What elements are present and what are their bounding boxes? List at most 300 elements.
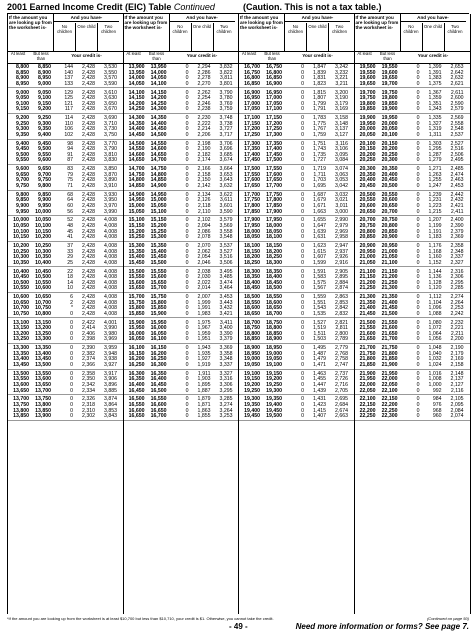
two-children-cell: 3,864 xyxy=(104,401,117,408)
less-than-cell: 19,050 xyxy=(266,356,282,363)
no-children-cell: 0 xyxy=(301,183,304,190)
less-than-cell: 16,650 xyxy=(150,407,167,414)
no-children-cell: 0 xyxy=(185,401,189,408)
at-least-cell: 9,200 xyxy=(16,115,29,122)
one-child-cell: 1,711 xyxy=(313,171,326,178)
one-child-cell: 2,428 xyxy=(82,197,95,204)
at-least-cell: 16,350 xyxy=(128,376,145,383)
less-than-cell: 17,800 xyxy=(266,197,282,204)
at-least-cell: 17,750 xyxy=(244,197,260,204)
less-than-cell: 13,450 xyxy=(35,356,51,363)
two-children-cell: 3,610 xyxy=(104,89,117,96)
no-children-cell: 0 xyxy=(185,345,189,352)
one-child-cell: 1,000 xyxy=(428,381,442,388)
no-children-cell: 0 xyxy=(185,248,189,255)
at-least-cell: 19,750 xyxy=(359,95,376,102)
at-least-cell: 14,750 xyxy=(128,171,145,178)
less-than-cell: 15,200 xyxy=(150,222,167,229)
one-child-cell: 2,054 xyxy=(197,254,211,261)
no-children-cell: 0 xyxy=(185,89,189,96)
no-children-cell: 0 xyxy=(416,356,420,363)
row-group xyxy=(239,321,355,344)
one-child-cell: 2,390 xyxy=(82,345,95,352)
less-than-cell: 9,550 xyxy=(38,151,51,158)
less-than-cell: 16,900 xyxy=(266,80,282,87)
at-least-cell: 19,800 xyxy=(359,100,376,107)
less-than-cell: 16,200 xyxy=(150,350,167,357)
at-least-cell: 9,900 xyxy=(16,203,29,209)
two-children-cell: 3,053 xyxy=(335,177,348,184)
at-least-cell: 14,200 xyxy=(128,100,145,107)
table-row xyxy=(355,133,471,139)
at-least-cell: 9,650 xyxy=(16,171,29,178)
row-group xyxy=(8,116,124,139)
no-children-cell: 45 xyxy=(67,228,73,235)
table-row xyxy=(8,133,124,139)
no-children-cell: 0 xyxy=(416,171,420,178)
one-child-cell: 1,871 xyxy=(197,401,211,408)
no-children-cell: 0 xyxy=(70,387,73,394)
at-least-cell: 19,150 xyxy=(244,376,260,383)
no-children-cell: 0 xyxy=(70,361,73,368)
less-than-cell: 15,250 xyxy=(150,228,167,235)
two-children-cell: 2,285 xyxy=(450,285,464,292)
two-children-cell: 3,327 xyxy=(219,370,233,377)
row-group xyxy=(355,321,471,344)
at-least-cell: 17,200 xyxy=(244,126,260,133)
two-children-cell: 3,190 xyxy=(335,95,348,102)
no-children-cell: 0 xyxy=(301,370,304,377)
two-children-cell: 4,008 xyxy=(104,248,117,255)
one-child-cell: 2,166 xyxy=(197,166,211,173)
no-children-cell: 0 xyxy=(185,171,189,178)
less-than-cell: 21,550 xyxy=(381,319,398,326)
no-children-cell: 83 xyxy=(67,166,73,173)
two-children-cell: 2,947 xyxy=(335,242,348,249)
at-least-cell: 16,500 xyxy=(128,396,145,403)
no-children-cell: 0 xyxy=(416,396,420,403)
less-than-cell: 10,600 xyxy=(35,285,51,292)
less-than-cell: 20,200 xyxy=(381,146,398,153)
less-than-cell: 20,000 xyxy=(381,120,398,127)
no-children-cell: 114 xyxy=(64,115,73,122)
one-child-cell: 2,358 xyxy=(82,370,95,377)
no-children-cell: 0 xyxy=(185,146,189,153)
no-children-cell: 0 xyxy=(301,222,304,229)
less-than-cell: 13,300 xyxy=(35,336,51,343)
at-least-cell: 19,200 xyxy=(244,381,260,388)
less-than-cell: 20,800 xyxy=(381,222,398,229)
two-children-cell: 3,579 xyxy=(219,217,233,224)
row-group xyxy=(124,270,240,293)
at-least-cell: 14,250 xyxy=(128,106,145,113)
at-least-cell: 20,850 xyxy=(359,234,376,241)
less-than-cell: 16,400 xyxy=(150,376,167,383)
one-child-cell: 1,607 xyxy=(313,254,326,261)
no-children-cell: 0 xyxy=(185,75,189,82)
at-least-cell: 20,700 xyxy=(359,217,376,224)
two-children-cell: 2,200 xyxy=(450,336,464,343)
table-row xyxy=(239,312,355,318)
at-least-label: At least xyxy=(241,51,257,56)
less-than-cell: 20,650 xyxy=(381,203,398,209)
one-child-cell: 2,246 xyxy=(197,100,211,107)
at-least-cell: 21,550 xyxy=(359,325,376,332)
less-than-cell: 20,600 xyxy=(381,197,398,204)
no-children-cell: 0 xyxy=(416,80,420,87)
two-children-cell: 3,801 xyxy=(219,80,233,87)
at-least-cell: 13,600 xyxy=(13,381,29,388)
no-children-cell: 0 xyxy=(185,268,189,275)
lookup-header: If the amount you are looking up from the worksheet is- xyxy=(240,15,283,31)
one-child-cell: 1,231 xyxy=(428,197,442,204)
one-child-cell: 2,102 xyxy=(197,217,211,224)
one-child-cell: 1,919 xyxy=(197,361,211,368)
row-group xyxy=(355,65,471,88)
one-child-cell: 1,551 xyxy=(313,299,326,306)
no-children-cell: 121 xyxy=(64,100,73,107)
less-than-cell: 21,950 xyxy=(381,370,398,377)
at-least-cell: 16,700 xyxy=(244,64,260,70)
less-than-cell: 19,150 xyxy=(266,370,282,377)
less-than-cell: 16,950 xyxy=(266,89,282,96)
at-least-cell: 18,750 xyxy=(244,325,260,332)
at-least-cell: 13,700 xyxy=(13,396,29,403)
one-child-cell: 2,230 xyxy=(197,115,211,122)
one-child-header: One child xyxy=(423,24,443,29)
no-children-cell: 0 xyxy=(301,330,304,337)
sub-header xyxy=(239,51,355,64)
row-group xyxy=(124,167,240,190)
table-row xyxy=(355,363,471,369)
one-child-cell: 1,016 xyxy=(428,370,442,377)
at-least-cell: 21,450 xyxy=(359,310,376,317)
two-children-cell: 3,537 xyxy=(219,242,233,249)
one-child-cell: 1,575 xyxy=(313,279,326,286)
two-children-cell: 2,895 xyxy=(335,274,348,281)
less-than-cell: 19,650 xyxy=(381,75,398,82)
two-children-cell: 3,558 xyxy=(219,228,233,235)
less-than-cell: 13,650 xyxy=(35,381,51,388)
at-least-cell: 17,450 xyxy=(244,157,260,164)
two-children-cell: 3,853 xyxy=(104,407,117,414)
one-child-cell: 2,428 xyxy=(82,166,95,173)
at-least-cell: 22,150 xyxy=(359,401,376,408)
one-child-cell: 2,428 xyxy=(82,115,95,122)
two-children-cell: 3,200 xyxy=(335,89,348,96)
less-than-cell: 15,850 xyxy=(150,305,167,312)
one-child-cell: 1,631 xyxy=(313,234,326,241)
one-child-cell: 1,447 xyxy=(313,381,326,388)
two-children-cell: 2,369 xyxy=(450,234,464,241)
at-least-cell: 8,800 xyxy=(16,64,29,70)
one-child-cell: 2,428 xyxy=(82,279,95,286)
at-least-cell: 18,800 xyxy=(244,330,260,337)
at-least-cell: 9,500 xyxy=(16,151,29,158)
at-least-cell: 21,200 xyxy=(359,279,376,286)
column-header xyxy=(124,14,240,52)
table-block xyxy=(238,14,355,614)
two-children-cell: 2,358 xyxy=(450,242,464,249)
row-group xyxy=(8,295,124,318)
but-less-than-label: But less than xyxy=(264,51,280,61)
less-than-cell: 14,500 xyxy=(150,131,167,138)
no-children-cell: 0 xyxy=(301,69,304,76)
two-children-cell: 3,084 xyxy=(335,157,348,164)
at-least-cell: 21,300 xyxy=(359,294,376,301)
two-children-cell: 4,008 xyxy=(104,234,117,241)
two-children-cell: 2,211 xyxy=(450,330,464,337)
no-children-cell: 0 xyxy=(301,325,304,332)
two-children-cell: 3,453 xyxy=(219,294,233,301)
two-children-cell: 3,527 xyxy=(219,248,233,255)
one-child-cell: 1,024 xyxy=(428,361,442,368)
continued-note: (Continued on page 50) xyxy=(426,616,469,621)
at-least-cell: 8,850 xyxy=(16,69,29,76)
two-children-cell: 3,896 xyxy=(104,381,117,388)
at-least-cell: 19,650 xyxy=(359,80,376,87)
no-children-cell: 0 xyxy=(301,95,304,102)
at-least-cell: 18,950 xyxy=(244,350,260,357)
row-group xyxy=(239,167,355,190)
less-than-cell: 19,300 xyxy=(266,387,282,394)
one-child-cell: 1,471 xyxy=(313,361,326,368)
two-children-cell: 2,232 xyxy=(450,319,464,326)
at-least-cell: 17,850 xyxy=(244,208,260,215)
two-children-header: Two children xyxy=(100,24,117,34)
less-than-cell: 10,350 xyxy=(35,254,51,261)
at-least-cell: 17,000 xyxy=(244,100,260,107)
two-children-cell: 3,316 xyxy=(219,376,233,383)
one-child-cell: 1,239 xyxy=(428,191,442,198)
less-than-cell: 19,800 xyxy=(381,95,398,102)
column-divider xyxy=(284,14,285,51)
row-group xyxy=(124,397,240,420)
no-children-cell: 0 xyxy=(70,407,73,414)
no-children-cell: 68 xyxy=(67,191,73,198)
table-row xyxy=(355,312,471,318)
two-children-cell: 3,843 xyxy=(104,413,117,420)
two-children-cell: 3,850 xyxy=(104,166,117,173)
no-children-cell: 33 xyxy=(67,248,73,255)
two-children-cell: 4,008 xyxy=(104,268,117,275)
at-least-cell: 14,300 xyxy=(128,115,145,122)
at-least-cell: 20,500 xyxy=(359,191,376,198)
two-children-cell: 3,063 xyxy=(335,171,348,178)
less-than-cell: 13,550 xyxy=(35,370,51,377)
at-least-cell: 21,250 xyxy=(359,285,376,292)
less-than-cell: 18,050 xyxy=(266,228,282,235)
less-than-cell: 16,050 xyxy=(150,330,167,337)
two-children-cell: 3,696 xyxy=(219,146,233,153)
at-least-cell: 16,100 xyxy=(128,345,145,352)
two-children-cell: 3,622 xyxy=(219,191,233,198)
two-children-cell: 3,221 xyxy=(335,75,348,82)
table-row xyxy=(8,158,124,164)
no-children-cell: 0 xyxy=(70,310,73,317)
at-least-cell: 15,500 xyxy=(128,268,145,275)
two-children-cell: 2,169 xyxy=(450,356,464,363)
less-than-cell: 19,000 xyxy=(266,350,282,357)
two-children-cell: 3,990 xyxy=(104,208,117,215)
no-children-cell: 0 xyxy=(416,115,420,122)
table-row xyxy=(355,184,471,190)
less-than-cell: 9,200 xyxy=(38,106,51,113)
no-children-cell: 0 xyxy=(301,166,304,173)
less-than-cell: 21,400 xyxy=(381,299,398,306)
no-children-cell: 0 xyxy=(416,299,420,306)
one-child-cell: 2,198 xyxy=(197,140,211,147)
two-children-cell: 4,008 xyxy=(104,274,117,281)
two-children-header: Two children xyxy=(216,24,232,34)
one-child-cell: 1,567 xyxy=(313,285,326,292)
no-children-cell: 0 xyxy=(185,336,189,343)
at-least-cell: 22,050 xyxy=(359,387,376,394)
table-row xyxy=(355,389,471,395)
two-children-cell: 3,021 xyxy=(335,197,348,204)
at-least-cell: 10,700 xyxy=(13,305,29,312)
one-child-cell: 992 xyxy=(432,387,442,394)
two-children-cell: 3,274 xyxy=(219,401,233,408)
two-children-cell: 3,443 xyxy=(219,299,233,306)
less-than-cell: 17,200 xyxy=(266,120,282,127)
one-child-cell: 2,150 xyxy=(197,177,211,184)
at-least-cell: 21,500 xyxy=(359,319,376,326)
two-children-cell: 3,890 xyxy=(104,177,117,184)
at-least-cell: 17,550 xyxy=(244,171,260,178)
less-than-cell: 21,900 xyxy=(381,361,398,368)
no-children-cell: 0 xyxy=(301,413,304,420)
one-child-cell: 2,118 xyxy=(197,203,211,209)
two-children-cell: 3,906 xyxy=(104,376,117,383)
two-children-cell: 3,264 xyxy=(219,407,233,414)
at-least-cell: 18,100 xyxy=(244,242,260,249)
two-children-cell: 3,717 xyxy=(219,131,233,138)
no-children-cell: 0 xyxy=(301,305,304,312)
row-group xyxy=(355,91,471,114)
at-least-cell: 19,600 xyxy=(359,75,376,82)
two-children-cell: 3,179 xyxy=(335,100,348,107)
no-children-cell: 0 xyxy=(416,95,420,102)
at-least-cell: 17,250 xyxy=(244,131,260,138)
no-children-cell: 0 xyxy=(301,80,304,87)
two-children-cell: 4,008 xyxy=(104,285,117,292)
two-children-cell: 4,008 xyxy=(104,279,117,286)
at-least-cell: 10,050 xyxy=(13,222,29,229)
row-group xyxy=(239,346,355,369)
no-children-cell: 0 xyxy=(301,100,304,107)
less-than-cell: 17,000 xyxy=(266,95,282,102)
title-continued: Continued xyxy=(173,2,215,12)
no-children-cell: 0 xyxy=(416,126,420,133)
no-children-cell: 0 xyxy=(301,285,304,292)
two-children-cell: 2,105 xyxy=(450,396,464,403)
less-than-cell: 13,800 xyxy=(35,401,51,408)
no-children-cell: 0 xyxy=(70,350,73,357)
one-child-cell: 1,655 xyxy=(313,217,326,224)
no-children-cell: 0 xyxy=(416,131,420,138)
one-child-cell: 1,359 xyxy=(428,95,442,102)
at-least-cell: 14,100 xyxy=(128,89,145,96)
at-least-cell: 18,250 xyxy=(244,259,260,266)
no-children-cell: 0 xyxy=(416,120,420,127)
at-least-cell: 16,950 xyxy=(244,95,260,102)
two-children-cell: 3,938 xyxy=(104,356,117,363)
one-child-cell: 2,428 xyxy=(82,274,95,281)
two-children-cell: 2,127 xyxy=(450,381,464,388)
no-children-cell: 0 xyxy=(70,330,73,337)
two-children-cell: 3,295 xyxy=(219,387,233,394)
table-row xyxy=(239,82,355,88)
one-child-cell: 2,428 xyxy=(82,80,95,87)
two-children-cell: 2,264 xyxy=(450,299,464,306)
one-child-cell: 1,088 xyxy=(428,310,442,317)
but-less-than-label: But less than xyxy=(148,51,165,61)
no-children-cell: 64 xyxy=(67,197,73,204)
two-children-cell: 3,790 xyxy=(104,146,117,153)
two-children-cell: 2,958 xyxy=(335,234,348,241)
no-children-cell: 0 xyxy=(301,228,304,235)
less-than-cell: 8,850 xyxy=(38,64,51,70)
no-children-cell: 0 xyxy=(185,254,189,261)
no-children-cell: 0 xyxy=(185,361,189,368)
no-children-cell: 0 xyxy=(185,305,189,312)
less-than-cell: 10,700 xyxy=(35,299,51,306)
two-children-cell: 4,008 xyxy=(104,310,117,317)
no-children-cell: 0 xyxy=(185,183,189,190)
no-children-cell: 133 xyxy=(64,80,73,87)
one-child-cell: 2,286 xyxy=(197,69,211,76)
no-children-cell: 0 xyxy=(70,356,73,363)
row-group xyxy=(355,218,471,241)
no-children-cell: 0 xyxy=(185,294,189,301)
one-child-cell: 1,719 xyxy=(313,166,326,173)
at-least-label: At least xyxy=(357,51,372,56)
one-child-cell: 2,134 xyxy=(197,191,211,198)
no-children-cell: 0 xyxy=(416,191,420,198)
one-child-cell: 2,014 xyxy=(197,285,211,292)
no-children-cell: 0 xyxy=(416,305,420,312)
two-children-cell: 3,148 xyxy=(335,120,348,127)
one-child-cell: 1,951 xyxy=(197,336,211,343)
at-least-cell: 13,150 xyxy=(13,325,29,332)
one-child-cell: 1,815 xyxy=(313,89,326,96)
less-than-cell: 15,700 xyxy=(150,285,167,292)
less-than-cell: 21,250 xyxy=(381,279,398,286)
table-row xyxy=(239,107,355,113)
no-children-cell: 0 xyxy=(301,115,304,122)
one-child-cell: 2,254 xyxy=(197,95,211,102)
less-than-cell: 13,250 xyxy=(35,330,51,337)
two-children-cell: 3,530 xyxy=(104,64,117,70)
one-child-cell: 1,687 xyxy=(313,191,326,198)
two-children-cell: 3,706 xyxy=(219,140,233,147)
one-child-cell: 1,375 xyxy=(428,80,442,87)
no-children-cell: 0 xyxy=(185,106,189,113)
your-credit-label: Your credit is- xyxy=(417,53,449,58)
one-child-cell: 2,428 xyxy=(82,151,95,158)
one-child-cell: 2,428 xyxy=(82,248,95,255)
at-least-cell: 13,200 xyxy=(13,330,29,337)
no-children-cell: 41 xyxy=(67,234,73,241)
at-least-cell: 18,050 xyxy=(244,234,260,241)
two-children-cell: 2,537 xyxy=(450,131,464,138)
table-row xyxy=(8,210,124,216)
less-than-cell: 14,100 xyxy=(150,80,167,87)
two-children-cell: 3,748 xyxy=(219,115,233,122)
no-children-cell: 0 xyxy=(185,222,189,229)
less-than-cell: 18,650 xyxy=(266,305,282,312)
